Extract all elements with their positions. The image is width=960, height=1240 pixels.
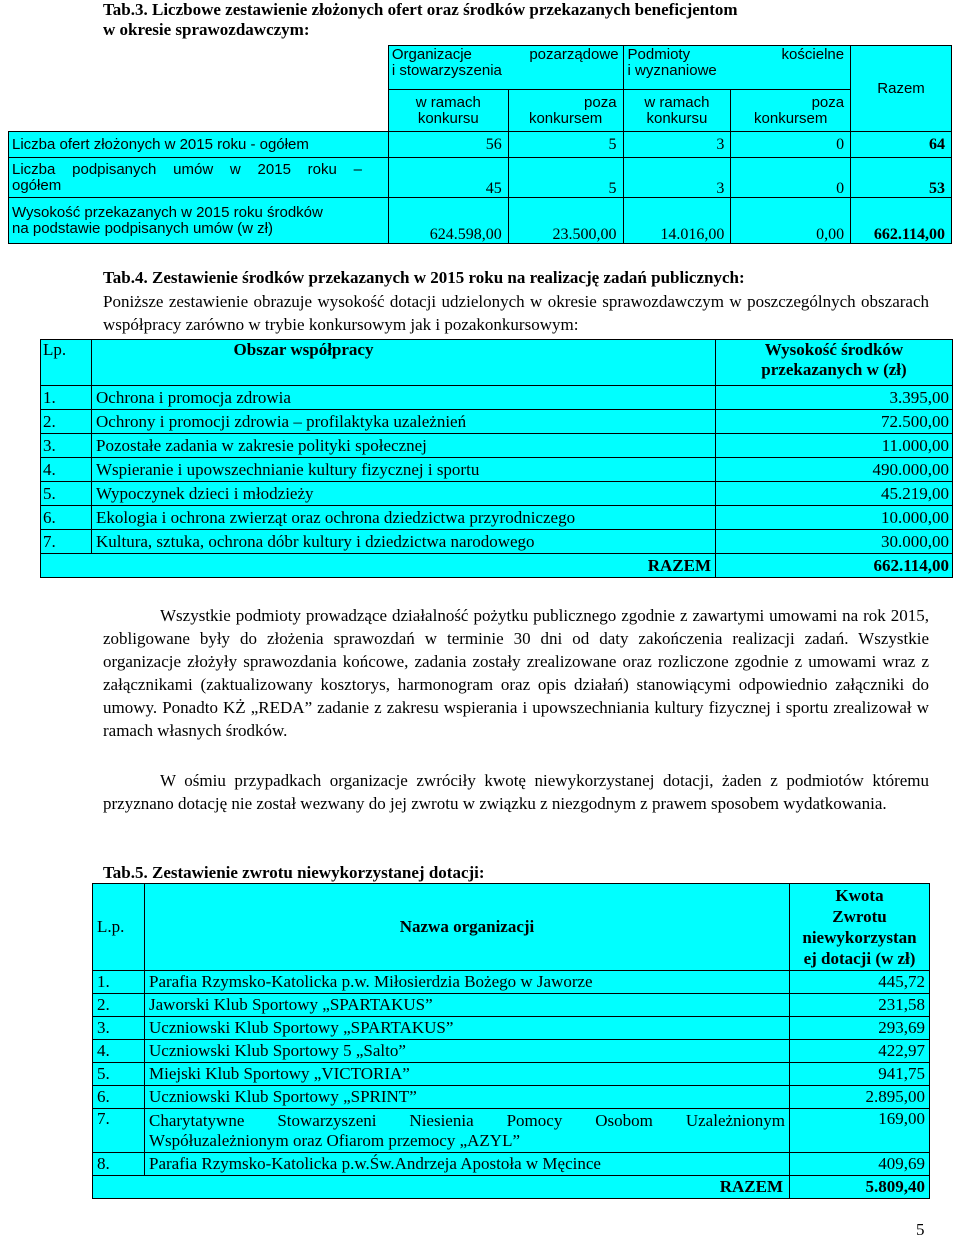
tab3-sub-poza-2: [731, 90, 851, 132]
tab3-cell: 45: [388, 158, 508, 198]
tab4-row-lp: 5.: [41, 482, 92, 506]
tab3-cell: 5: [508, 132, 623, 158]
tab3-group2-word2: kościelne: [781, 46, 845, 63]
tab4-row-name: Ochrona i promocja zdrowia: [92, 386, 716, 410]
tab3-table: [8, 45, 952, 244]
tab4-row: [41, 530, 953, 554]
tab3-cell: 0: [731, 158, 851, 198]
tab5-row-lp: 8.: [93, 1153, 145, 1176]
tab5-col-amount: [790, 884, 930, 971]
tab4-col-lp: Lp.: [41, 340, 92, 386]
tab3-sub-w-ramach-1-l2: konkursu: [417, 109, 479, 127]
tab4-row: [41, 482, 953, 506]
tab4-row-name: Wspieranie i upowszechnianie kultury fizycznej i sportu: [92, 458, 716, 482]
tab5-row-value: 422,97: [790, 1040, 930, 1063]
tab3-header-blank: [9, 46, 389, 90]
tab3-header-razem: Razem: [851, 46, 952, 132]
tab5-row-lp: 4.: [93, 1040, 145, 1063]
tab3-group1-word1: Organizacje: [391, 46, 472, 63]
tab3-sub-w-ramach-1: [388, 90, 508, 132]
tab5-row: [93, 1153, 930, 1176]
tab5-row-value: 169,00: [790, 1109, 930, 1153]
tab5-row: [93, 994, 930, 1017]
tab3-cell: 3: [623, 132, 731, 158]
tab5-row-name: Uczniowski Klub Sportowy „SPARTAKUS”: [145, 1017, 790, 1040]
tab3-group1-line2: i stowarzyszenia: [391, 62, 502, 79]
tab5-row-value: 231,58: [790, 994, 930, 1017]
tab5-title: Tab.5. Zestawienie zwrotu niewykorzystanej dotacji:: [103, 863, 485, 882]
tab3-row-label-l2: ogółem: [12, 176, 62, 194]
tab4-row-lp: 3.: [41, 434, 92, 458]
tab3-cell: 56: [388, 132, 508, 158]
tab5-row-lp: 6.: [93, 1086, 145, 1109]
tab4-col-area: Obszar współpracy: [92, 340, 716, 386]
tab3-total-cell: 662.114,00: [851, 198, 952, 244]
tab4-total-label: RAZEM: [41, 554, 716, 578]
tab5-total-row: [93, 1176, 930, 1199]
tab4-total-value: 662.114,00: [716, 554, 953, 578]
tab4-row: [41, 506, 953, 530]
tab5-row: [93, 1063, 930, 1086]
tab5-col-amount-l3: niewykorzystan: [802, 928, 917, 947]
tab4-row-lp: 7.: [41, 530, 92, 554]
tab3-header-podmioty: [623, 46, 851, 90]
tab3-row: [9, 132, 952, 158]
tab3-sub-poza-1-l2: konkursem: [528, 109, 603, 127]
tab3-sub-poza-1: [508, 90, 623, 132]
tab3-cell: 23.500,00: [508, 198, 623, 244]
tab3-sub-w-ramach-1-l1: w ramach: [415, 93, 481, 111]
tab3-group2-word1: Podmioty: [627, 46, 691, 63]
tab4-col-amount-l1: Wysokość środków: [764, 340, 904, 359]
tab5-col-amount-l2: Zwrotu: [832, 907, 887, 926]
tab4-row-value: 72.500,00: [716, 410, 953, 434]
tab3-sub-poza-1-l1: poza: [584, 93, 617, 111]
tab3-total-cell: 64: [851, 132, 952, 158]
tab4-total-row: [41, 554, 953, 578]
tab5-col-amount-l4: ej dotacji (w zł): [803, 949, 916, 968]
tab5-row-name: Jaworski Klub Sportowy „SPARTAKUS”: [145, 994, 790, 1017]
tab4-row-value: 45.219,00: [716, 482, 953, 506]
tab3-group2-line2: i wyznaniowe: [627, 62, 717, 79]
tab5-row-lp: 2.: [93, 994, 145, 1017]
tab5-row-value: 293,69: [790, 1017, 930, 1040]
tab4-row-lp: 6.: [41, 506, 92, 530]
tab4-header-row: [41, 340, 953, 386]
tab3-row-label: [9, 158, 389, 198]
tab4-row-lp: 2.: [41, 410, 92, 434]
tab3-cell: 0: [731, 132, 851, 158]
tab3-sub-w-ramach-2-l1: w ramach: [644, 93, 710, 111]
tab5-row-lp: 1.: [93, 971, 145, 994]
tab5-row: [93, 971, 930, 994]
tab4-row: [41, 386, 953, 410]
tab3-cell: 3: [623, 158, 731, 198]
tab4-table: [40, 339, 953, 578]
tab4-row-lp: 1.: [41, 386, 92, 410]
tab4-row-name: Pozostałe zadania w zakresie polityki społecznej: [92, 434, 716, 458]
tab4-row-value: 490.000,00: [716, 458, 953, 482]
tab3-cell: 624.598,00: [388, 198, 508, 244]
tab5-header-row: [93, 884, 930, 971]
tab5-row-lp: 3.: [93, 1017, 145, 1040]
tab5-row-value: 409,69: [790, 1153, 930, 1176]
tab3-cell: 5: [508, 158, 623, 198]
tab5-total-value: 5.809,40: [790, 1176, 930, 1199]
tab5-row-name: [145, 1109, 790, 1153]
tab5-row-name: Parafia Rzymsko-Katolicka p.w.Św.Andrzeja Apostoła w Męcince: [145, 1153, 790, 1176]
tab5-row-name: Uczniowski Klub Sportowy 5 „Salto”: [145, 1040, 790, 1063]
tab4-intro: Poniższe zestawienie obrazuje wysokość dotacji udzielonych w okresie sprawozdawczym w poszczególnych obszarach współpracy zarówno w trybie konkursowym jak i pozakonkursowym:: [103, 292, 929, 334]
tab3-row-label: [9, 198, 389, 244]
tab5-row: [93, 1017, 930, 1040]
tab5-row-value: 941,75: [790, 1063, 930, 1086]
tab3-row-label-l2: na podstawie podpisanych umów (w zł): [12, 219, 273, 237]
tab3-row: [9, 198, 952, 244]
tab5-col-name: Nazwa organizacji: [145, 884, 790, 971]
tab3-cell: 0,00: [731, 198, 851, 244]
tab5-table: [92, 883, 930, 1199]
tab4-row: [41, 434, 953, 458]
tab3-sub-poza-2-l2: konkursem: [754, 109, 828, 127]
tab3-header-organizacje: [388, 46, 623, 90]
tab5-col-lp: L.p.: [93, 884, 145, 971]
tab5-total-label: RAZEM: [93, 1176, 790, 1199]
paragraph-returns: W ośmiu przypadkach organizacje zwróciły kwotę niewykorzystanej dotacji, żaden z podmiotów któremu przyznano dotację nie został wezwany do jej zwrotu w związku z niezgodnym z prawem sposobem wydatkowania.: [103, 771, 929, 813]
tab3-row-label-l1: Wysokość przekazanych w 2015 roku środków: [12, 203, 323, 221]
tab5-row: [93, 1086, 930, 1109]
tab3-subheader-blank: [9, 90, 389, 132]
tab5-row-value: 445,72: [790, 971, 930, 994]
tab5-row-name: Uczniowski Klub Sportowy „SPRINT”: [145, 1086, 790, 1109]
tab4-row-value: 10.000,00: [716, 506, 953, 530]
tab5-row: [93, 1040, 930, 1063]
tab3-total-cell: 53: [851, 158, 952, 198]
tab3-sub-w-ramach-2: [623, 90, 731, 132]
tab4-col-amount-l2: przekazanych w (zł): [761, 360, 907, 379]
page-number: 5: [916, 1220, 925, 1239]
tab4-col-amount: [716, 340, 953, 386]
tab4-row: [41, 410, 953, 434]
tab4-row-name: Ekologia i ochrona zwierząt oraz ochrona dziedzictwa przyrodniczego: [92, 506, 716, 530]
tab4-row-value: 11.000,00: [716, 434, 953, 458]
tab5-col-amount-l1: Kwota: [835, 886, 884, 905]
paragraph-reports: Wszystkie podmioty prowadzące działalność pożytku publicznego zgodnie z zawartymi umowami na rok 2015, zobligowane były do złożenia sprawozdań w terminie 30 dni od daty zakończenia realizacji zadań. Wszystkie organizacje złożyły sprawozdania końcowe, zadania zostały zrealizowane oraz rozliczone zgodnie z umowami wraz z załącznikami (zaktualizowany kosztorys, harmonogram oraz opis działań) stanowiącymi odpowiednio załączniki do umowy. Ponadto KŻ „REDA” zadanie z zakresu wspierania i upowszechniania kultury fizycznej i sportu zrealizował w ramach własnych środków.: [103, 606, 929, 740]
tab3-cell: 14.016,00: [623, 198, 731, 244]
tab5-row-name-l1: Charytatywne Stowarzyszeni Niesienia Pomocy Osobom Uzależnionym: [149, 1110, 785, 1130]
tab5-row-value: 2.895,00: [790, 1086, 930, 1109]
tab5-row-lp: 5.: [93, 1063, 145, 1086]
tab3-row-label: Liczba ofert złożonych w 2015 roku - ogółem: [9, 132, 389, 158]
tab3-title-line2: w okresie sprawozdawczym:: [103, 20, 310, 39]
tab4-row-name: Wypoczynek dzieci i młodzieży: [92, 482, 716, 506]
tab3-title: Tab.3. Liczbowe zestawienie złożonych ofert oraz środków przekazanych beneficjentom: [103, 0, 738, 19]
tab3-row: [9, 158, 952, 198]
tab3-group1-word2: pozarządowe: [529, 46, 619, 63]
tab5-row-name-l2: Współuzależnionym oraz Ofiarom przemocy „AZYL”: [149, 1130, 521, 1150]
tab4-title: Tab.4. Zestawienie środków przekazanych w 2015 roku na realizację zadań publicznych:: [103, 268, 745, 287]
tab5-row-lp: 7.: [93, 1109, 145, 1153]
tab3-sub-poza-2-l1: poza: [811, 93, 845, 111]
tab3-sub-w-ramach-2-l2: konkursu: [646, 109, 708, 127]
tab5-row-name: Parafia Rzymsko-Katolicka p.w. Miłosierdzia Bożego w Jaworze: [145, 971, 790, 994]
tab5-row: [93, 1109, 930, 1153]
tab4-row-value: 3.395,00: [716, 386, 953, 410]
tab5-row-name: Miejski Klub Sportowy „VICTORIA”: [145, 1063, 790, 1086]
tab4-row-value: 30.000,00: [716, 530, 953, 554]
tab4-row: [41, 458, 953, 482]
tab4-row-name: Ochrony i promocji zdrowia – profilaktyka uzależnień: [92, 410, 716, 434]
tab4-row-name: Kultura, sztuka, ochrona dóbr kultury i dziedzictwa narodowego: [92, 530, 716, 554]
tab4-row-lp: 4.: [41, 458, 92, 482]
tab3-row-label-l1: Liczba podpisanych umów w 2015 roku –: [12, 160, 362, 178]
